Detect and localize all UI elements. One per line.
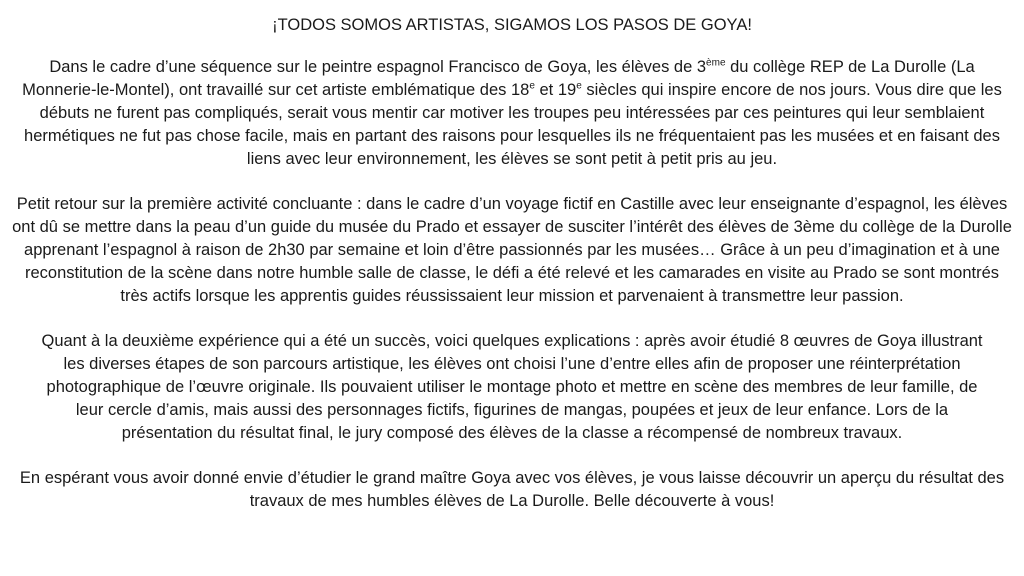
paragraph-first-activity: Petit retour sur la première activité concluante : dans le cadre d’un voyage fictif en Castille avec leur enseignante d’espagnol, les élèves ont dû se mettre dans la peau d’un guide du musée du Prado et essayer de susciter l’intérêt des élèves de 3ème du collège de la Durolle apprenant l’espagnol à raison de 2h30 par semaine et loin d’être passionnés par les musées… Grâce à un peu d’imagination et à une reconstitution de la scène dans notre humble salle de classe, le défi a été relevé et les camarades en visite au Prado se sont montrés très actifs lorsque les apprentis guides réussissaient leur mission et parvenaient à transmettre leur passion. (12, 195, 1012, 305)
paragraph-intro-part-a: Dans le cadre d’une séquence sur le peintre espagnol Francisco de Goya, les élèves de 3 (49, 58, 707, 76)
paragraph-second-experience: Quant à la deuxième expérience qui a été un succès, voici quelques explications : après avoir étudié 8 œuvres de Goya illustrant les diverses étapes de son parcours artistique, les élèves ont choisi l’une d’entre elles afin de proposer une réinterprétation photographique de l’œuvre originale. Ils pouvaient utiliser le montage photo et mettre en scène des membres de leur famille, de leur cercle d’amis, mais aussi des personnages fictifs, figurines de mangas, poupées et jeux de leur enfance. Lors de la présentation du résultat final, le jury composé des élèves de la classe a récompensé de nombreux travaux. (41, 332, 983, 442)
paragraph-intro (10, 56, 1014, 171)
document-title: ¡TODOS SOMOS ARTISTAS, SIGAMOS LOS PASOS DE GOYA! (272, 16, 752, 34)
paragraph-closing: En espérant vous avoir donné envie d’étudier le grand maître Goya avec vos élèves, je vous laisse découvrir un aperçu du résultat des travaux de mes humbles élèves de La Durolle. Belle découverte à vous! (19, 469, 1005, 510)
paragraph-intro-part-c: et 19 (534, 81, 577, 99)
superscript-eme: ème (706, 57, 726, 69)
superscript-e-19: e (576, 80, 582, 92)
superscript-e-18: e (529, 80, 535, 92)
paragraph-intro-part-d: siècles qui inspire encore de nos jours. Vous dire que les débuts ne furent pas compliqués, serait vous mentir car motiver les troupes peu intéressées par ces peintures qui leur semblaient hermétiques ne fut pas chose facile, mais en partant des raisons pour lesquelles ils ne fréquentaient pas les musées et en faisant des liens avec leur environnement, les élèves se sont petit à petit pris au jeu. (24, 81, 1002, 168)
paragraph-intro-part-b: du collège REP de La Durolle (La Monnerie-le-Montel), ont travaillé sur cet artiste emblématique des 18 (22, 58, 975, 99)
